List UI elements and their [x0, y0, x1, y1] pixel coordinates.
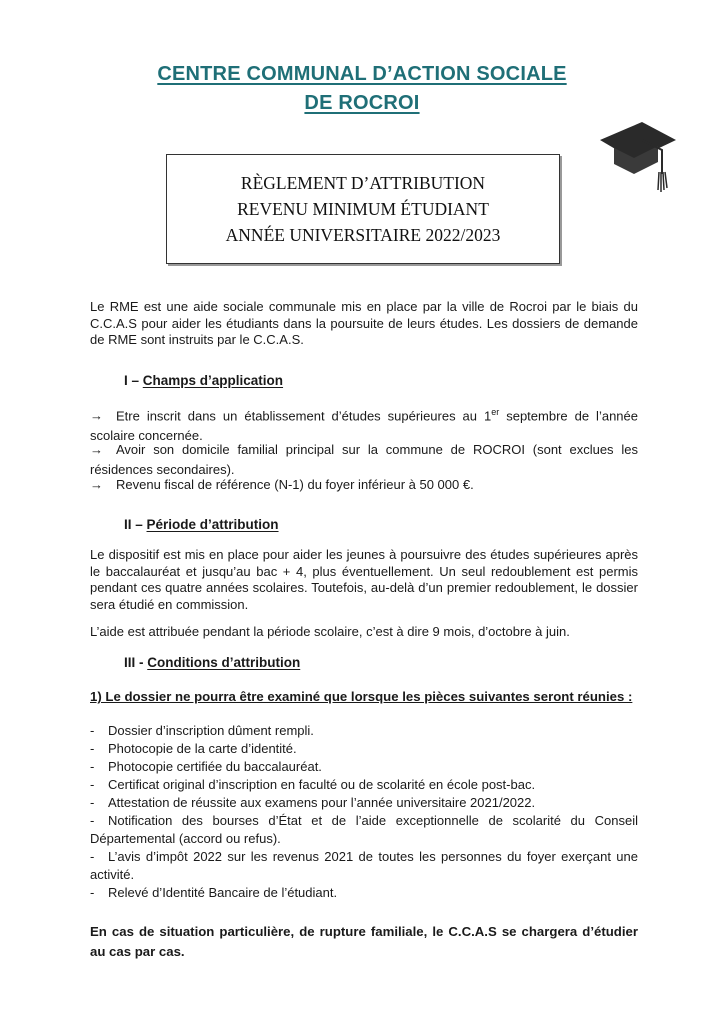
section-3-subheading [90, 689, 638, 706]
closing-statement: En cas de situation particulière, de rupture familiale, le C.C.A.S se chargera d’étudier au cas par cas. [90, 924, 638, 959]
title-line-2: REVENU MINIMUM ÉTUDIANT [237, 199, 489, 219]
criterion-text-end: septembre de l’année scolaire concernée. [90, 408, 638, 444]
list-item: - Dossier d’inscription dûment rempli. [90, 723, 314, 738]
section-2-title: Période d’attribution [146, 517, 279, 532]
section-3-title: Conditions d’attribution [147, 655, 301, 670]
header-line-2: DE ROCROI [304, 92, 420, 114]
title-box [166, 154, 560, 264]
section-1-heading [124, 373, 283, 388]
list-item: - L’avis d’impôt 2022 sur les revenus 2021 de toutes les personnes du foyer exerçant une activité. [90, 849, 638, 882]
list-item: - Notification des bourses d’État et de l’aide exceptionnelle de scolarité du Conseil Départemental (accord ou refus). [90, 813, 638, 846]
criterion-3 [90, 475, 638, 495]
list-item: - Photocopie de la carte d’identité. [90, 741, 297, 756]
title-line-3: ANNÉE UNIVERSITAIRE 2022/2023 [225, 225, 501, 245]
list-item: - Attestation de réussite aux examens pour l’année universitaire 2021/2022. [90, 795, 536, 810]
intro-paragraph: Le RME est une aide sociale communale mis en place par la ville de Rocroi par le biais du C.C.A.S pour aider les étudiants dans la poursuite de leurs études. Les dossiers de demande de RME sont instruits par le C.C.A.S. [90, 299, 638, 347]
criterion-text: Avoir son domicile familial principal sur la commune de ROCROI (sont exclues les résidences secondaires). [90, 442, 638, 477]
list-item: - Certificat original d’inscription en faculté ou de scolarité en école post-bac. [90, 777, 536, 792]
arrow-icon: → [90, 408, 103, 424]
section-2-number: II – [124, 517, 147, 532]
section-1-number: I – [124, 373, 143, 388]
criterion-2 [90, 440, 638, 480]
section-2-paragraph-2: L’aide est attribuée pendant la période scolaire, c’est à dire 9 mois, d’octobre à juin. [90, 624, 570, 639]
arrow-icon: → [90, 477, 103, 492]
organization-header [0, 60, 724, 118]
graduation-cap-icon [596, 116, 678, 194]
section-3-number: III - [124, 655, 148, 670]
list-item: - Photocopie certifiée du baccalauréat. [90, 759, 322, 774]
subheading-text: 1) Le dossier ne pourra être examiné que lorsque les pièces suivantes seront réunies : [90, 689, 633, 704]
list-item: - Relevé d’Identité Bancaire de l’étudiant. [90, 885, 338, 900]
section-3-heading [124, 655, 300, 670]
section-2-heading [124, 517, 279, 532]
arrow-icon: → [90, 442, 103, 457]
criterion-superscript: er [491, 407, 500, 417]
header-line-1: CENTRE COMMUNAL D’ACTION SOCIALE [157, 63, 567, 85]
criterion-text: Revenu fiscal de référence (N-1) du foyer inférieur à 50 000 €. [116, 477, 474, 492]
title-line-1: RÈGLEMENT D’ATTRIBUTION [240, 173, 486, 193]
documents-list [90, 722, 638, 902]
criterion-text: Etre inscrit dans un établissement d’études supérieures au 1 [116, 408, 492, 424]
section-1-title: Champs d’application [142, 373, 284, 388]
section-2-paragraph-1: Le dispositif est mis en place pour aider les jeunes à poursuivre des études supérieures après le baccalauréat et jusqu’au bac + 4, plus éventuellement. Un seul redoublement est permis pendant ces quatre années scolaires. Toutefois, au-delà d’un premier redoublement, le dossier sera étudié en commission. [90, 547, 638, 612]
